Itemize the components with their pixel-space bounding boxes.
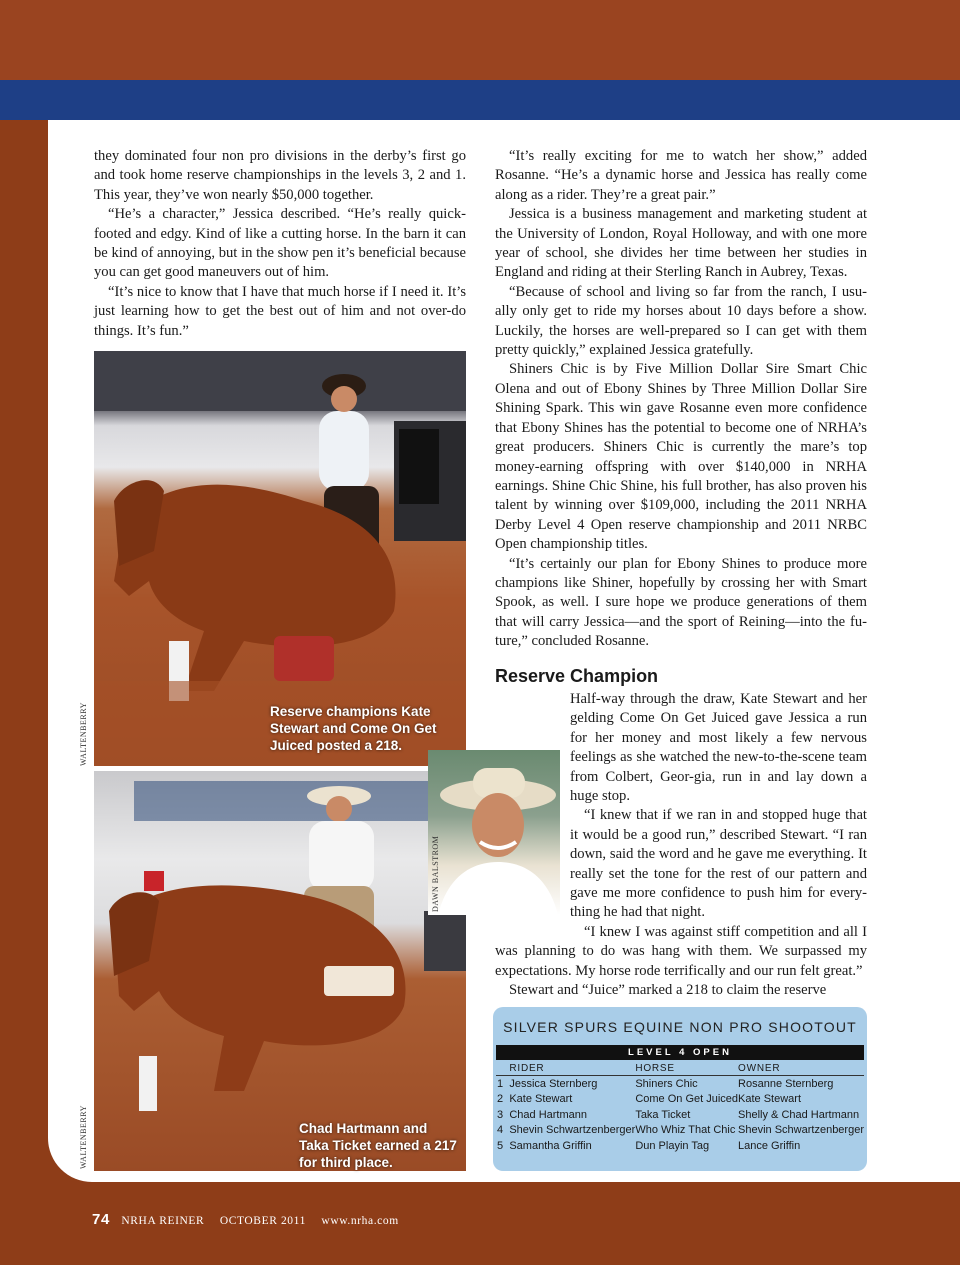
header-horse: HORSE bbox=[635, 1062, 738, 1076]
rider-cell: Chad Hartmann bbox=[509, 1108, 587, 1121]
rider-cell: Kate Stewart bbox=[509, 1093, 573, 1105]
paragraph: Stewart and “Juice” marked a 218 to claim the reserve bbox=[509, 982, 827, 999]
header-owner: OWNER bbox=[738, 1062, 864, 1076]
rider-cell: Samantha Griffin bbox=[509, 1139, 592, 1152]
horse-cell: Dun Playin Tag bbox=[635, 1139, 710, 1152]
owner-cell: Kate Stewart bbox=[738, 1093, 802, 1105]
paragraph: “He’s a character,” Jessica described. “He’s really quick-footed and edgy. Kind of like a cutting horse. In the barn it can be kind of annoying, but in the show pen it’s beneficial because you can get good maneuvers out of him. bbox=[94, 206, 466, 281]
owner-cell: Shelly & Chad Hartmann bbox=[738, 1108, 860, 1121]
website-link[interactable]: www.nrha.com bbox=[321, 1215, 399, 1227]
photo-caption: Reserve champions Kate Stewart and Come On Get Juiced posted a 218. bbox=[270, 704, 437, 753]
results-title: SILVER SPURS EQUINE NON PRO SHOOTOUT bbox=[503, 1019, 857, 1035]
paragraph: they dominated four non pro divisions in the derby’s first go and took home reserve championships in the levels 3, 2 and 1. This year, they’ve won nearly $50,000 together. bbox=[94, 148, 466, 203]
paragraph: “I knew I was against stiff competition and all I was planning to do was hang with them. We surpassed my expectations. My horse rode terrifically and our run felt great.” bbox=[495, 923, 867, 979]
place-cell: 2 bbox=[497, 1093, 504, 1105]
page-footer bbox=[92, 1211, 411, 1228]
photo-portrait-kate-stewart bbox=[428, 750, 560, 915]
results-table bbox=[496, 1062, 864, 1154]
paragraph: “It’s certainly our plan for Ebony Shines to produce more champions like Shiner, hopefully by crossing her with Smart Spook, as well. I sure hope we produce generations of them that will carry Jessica—and the sport of Reining—into the fu-ture,” concluded Rosanne. bbox=[495, 555, 867, 650]
paragraph: “It’s really exciting for me to watch her show,” added Rosanne. “He’s a dynamic horse and Jessica has really come along as a rider. They’re a great pair.” bbox=[495, 148, 867, 203]
paragraph: Shiners Chic is by Five Million Dollar Sire Smart Chic Olena and out of Ebony Shines by Three Million Dollar Sire Shining Spark. This win gave Rosanne even more confidence that Ebony Shines has the potential to become one of NRHA’s great producers. Shiners Chic is currently the mare’s top money-earning offspring with over $140,000 in NRHA earnings. Shine Chic Shine, his full brother, has also proven his talent by winning over $109,000, including the 2011 NRHA Derby Level 4 Open reserve championship and 2011 NRBC Open championship titles. bbox=[495, 361, 867, 553]
place-cell: 3 bbox=[497, 1108, 504, 1121]
photo-third-place bbox=[94, 771, 466, 1171]
rider-cell: Jessica Sternberg bbox=[509, 1077, 598, 1090]
section-heading: Reserve Champion bbox=[495, 666, 659, 686]
table-row bbox=[496, 1123, 864, 1139]
level-label: LEVEL 4 OPEN bbox=[496, 1045, 864, 1060]
header-band bbox=[0, 0, 960, 80]
photo-credit: WALTENBERRY bbox=[79, 1105, 88, 1169]
table-row bbox=[496, 1107, 864, 1123]
results-box bbox=[493, 1007, 867, 1171]
paragraph: “It’s nice to know that I have that much horse if I need it. It’s just learning how to get the best out of him and not over-do things. It’s fun.” bbox=[94, 283, 466, 339]
portrait-illustration bbox=[428, 750, 560, 915]
place-cell: 1 bbox=[497, 1077, 504, 1090]
owner-cell: Lance Griffin bbox=[738, 1139, 801, 1152]
publication-name: NRHA REINER bbox=[121, 1215, 205, 1227]
horse-cell: Shiners Chic bbox=[635, 1077, 698, 1090]
photo-caption: Chad Hartmann and Taka Ticket earned a 217 for third place. bbox=[299, 1121, 457, 1170]
place-cell: 4 bbox=[497, 1124, 504, 1136]
issue-date: OCTOBER 2011 bbox=[219, 1215, 306, 1227]
horse-rider-illustration bbox=[94, 771, 466, 1171]
paragraph: Half-way through the draw, Kate Stewart and her gelding Come On Get Juiced gave Jessica a run for her money and most likely a few nervous feelings as she watched the new-to-the-scene team from Colbert, Geor-gia, run in and lay down a huge stop. bbox=[570, 691, 867, 805]
paragraph: “Because of school and living so far from the ranch, I usu-ally only get to ride my horses about 10 days before a show. Luckily, the horses are well-prepared so I can get with them pretty quickly,” explained Jessica gratefully. bbox=[495, 283, 867, 359]
horse-cell: Taka Ticket bbox=[635, 1108, 691, 1121]
table-row bbox=[496, 1076, 864, 1092]
owner-cell: Shevin Schwartzenberger bbox=[738, 1124, 864, 1136]
horse-cell: Come On Get Juiced bbox=[635, 1093, 739, 1105]
photo-credit: DAWN BALSTROM bbox=[431, 835, 440, 912]
page-number: 74 bbox=[92, 1211, 110, 1228]
header-accent-bar bbox=[0, 80, 960, 120]
header-place bbox=[496, 1062, 509, 1076]
paragraph: “I knew that if we ran in and stopped huge that it would be a good run,” described Stewart. “I ran down, said the word and he gave me everything. It really set the tone for the rest of our pattern and gave me more confidence to push him for every-thing he had that night. bbox=[570, 807, 867, 921]
owner-cell: Rosanne Sternberg bbox=[738, 1077, 834, 1090]
right-column bbox=[495, 147, 867, 652]
table-header-row bbox=[496, 1062, 864, 1076]
horse-cell: Who Whiz That Chic bbox=[635, 1124, 736, 1136]
table-row bbox=[496, 1092, 864, 1108]
table-row bbox=[496, 1138, 864, 1154]
left-column bbox=[94, 147, 466, 341]
paragraph: Jessica is a business management and marketing student at the University of London, Royal Holloway, and with one more year of school, she divides her time between her studies in England and riding at their Sterling Ranch in Aubrey, Texas. bbox=[495, 206, 867, 281]
rider-cell: Shevin Schwartzenberger bbox=[509, 1124, 636, 1136]
place-cell: 5 bbox=[497, 1139, 504, 1152]
header-rider: RIDER bbox=[509, 1062, 635, 1076]
photo-credit: WALTENBERRY bbox=[79, 702, 88, 766]
